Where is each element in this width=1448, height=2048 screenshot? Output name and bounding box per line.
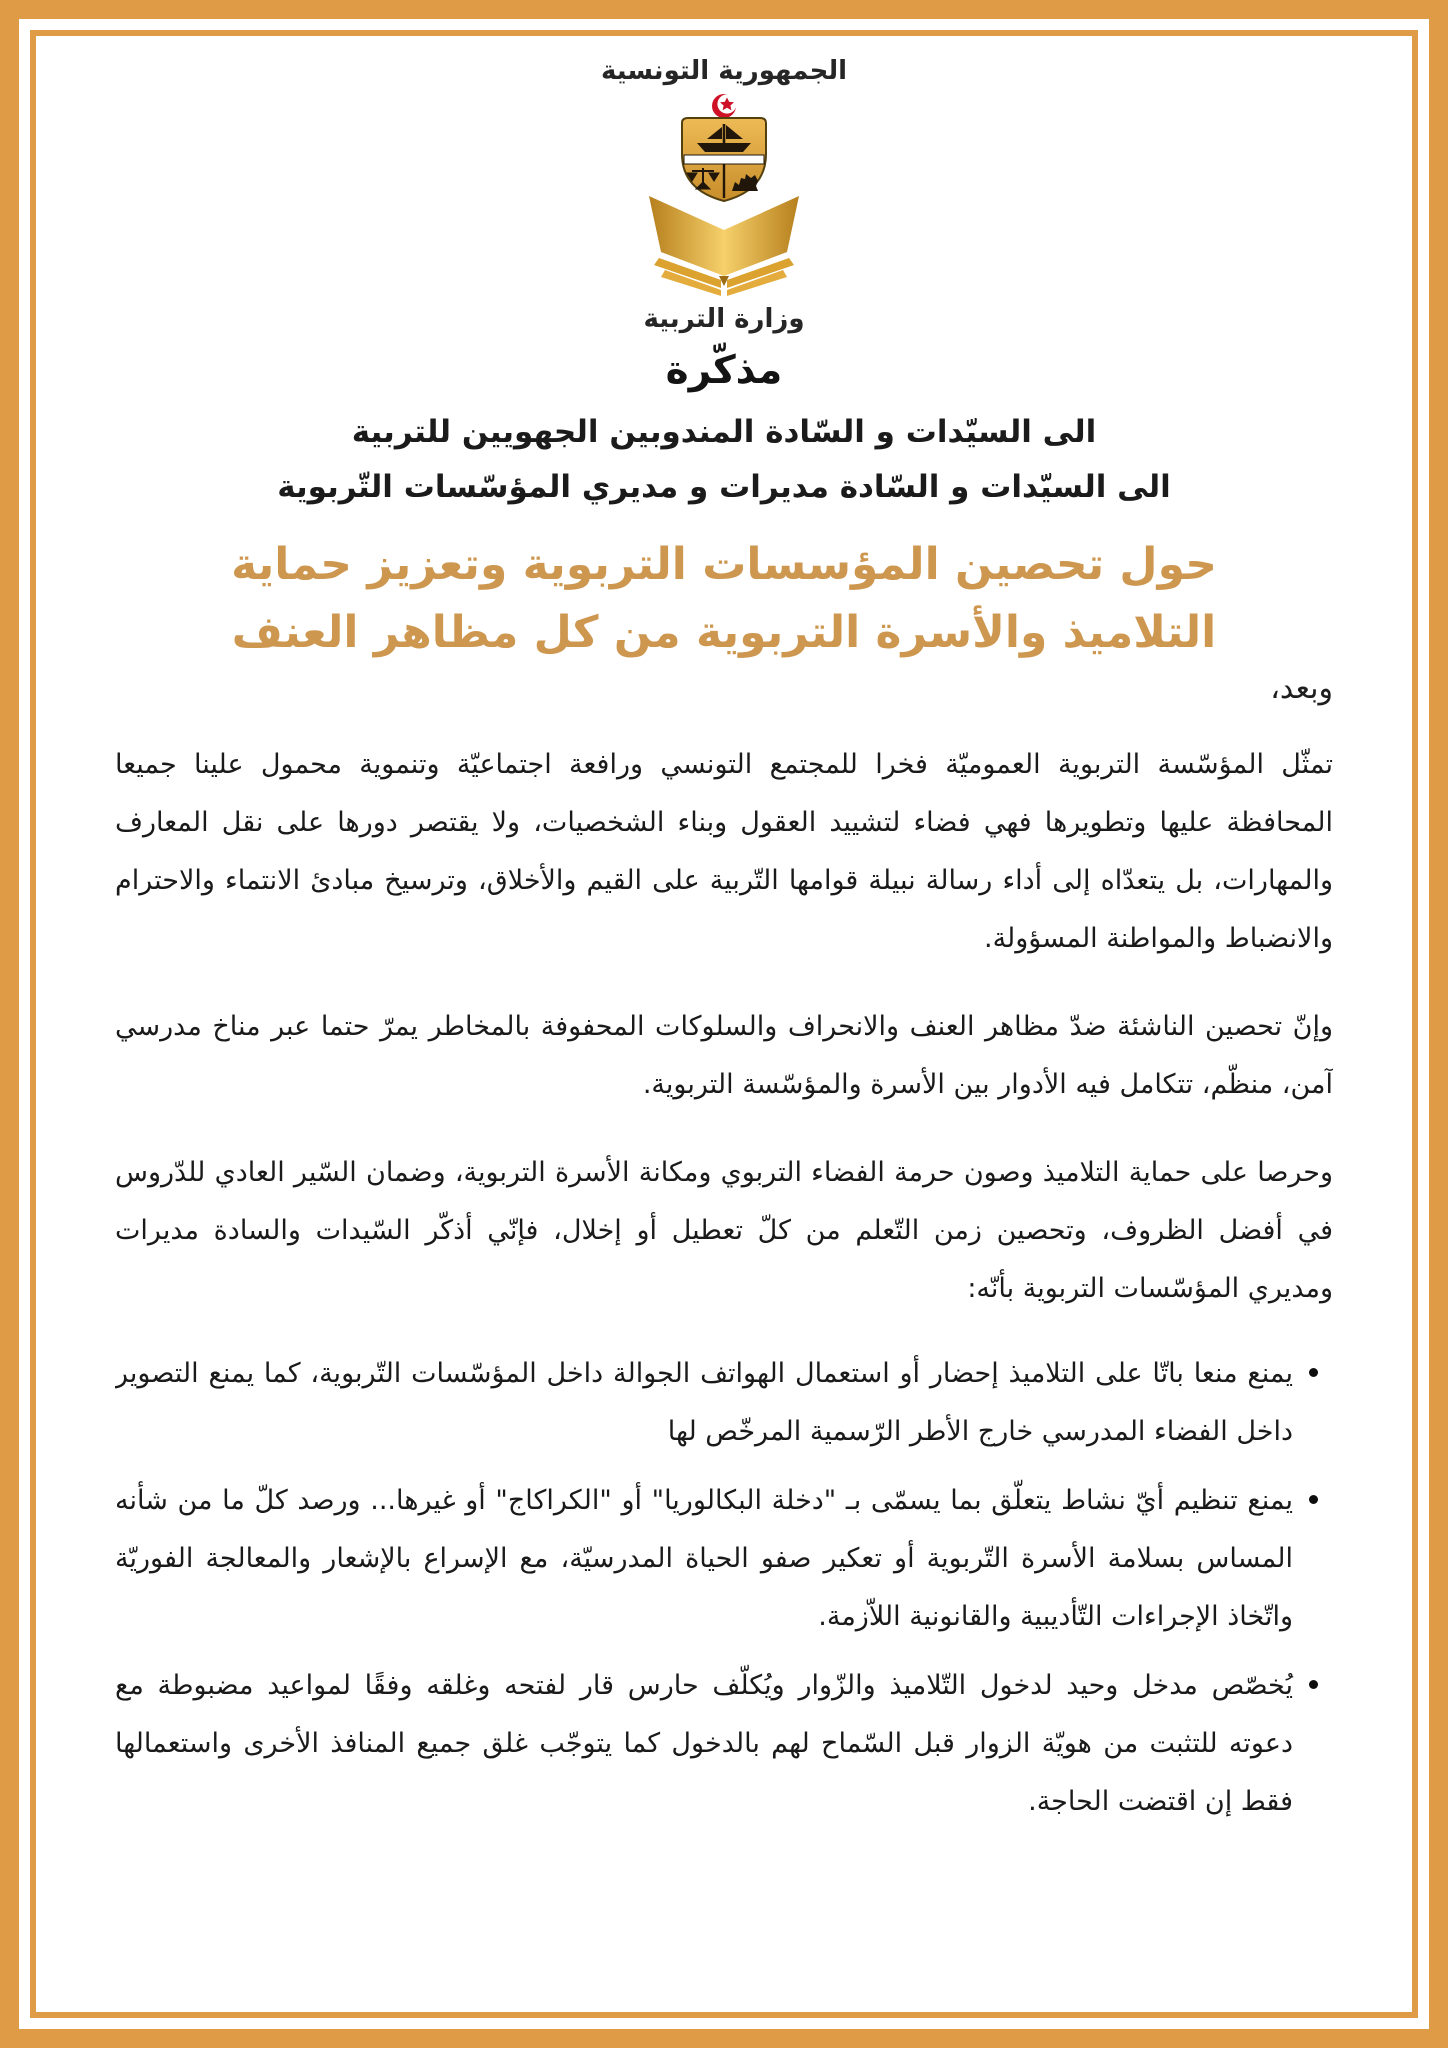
republic-calligraphy: الجمهورية التونسية xyxy=(600,56,848,86)
addressee-block xyxy=(115,405,1333,515)
subject-title xyxy=(115,531,1333,667)
salutation: وبعد، xyxy=(1270,671,1333,706)
tunisia-emblem-icon xyxy=(599,90,849,302)
addressee-line-1: الى السيّدات و السّادة المندوبين الجهويين للتربية xyxy=(351,414,1097,450)
crescent-star-icon xyxy=(712,94,737,118)
coat-of-arms-shield-icon xyxy=(682,118,766,201)
letterhead xyxy=(115,56,1333,334)
memo-content xyxy=(115,36,1333,2008)
directive-item-activities: • يمنع تنظيم أيّ نشاط يتعلّق بما يسمّى بـ "دخلة البكالوريا" أو "الكراكاج" أو غيرها... ورصد كلّ ما من شأنه المساس بسلامة الأسرة التّربوية أو تعكير صفو الحياة المدرسيّة، مع الإسراع بالإشعار والمعالجة الفوريّة واتّخاذ الإجراءات التّأديبية والقانونية اللاّزمة. xyxy=(115,1471,1293,1646)
addressee-line-2: الى السيّدات و السّادة مديرات و مديري المؤسّسات التّربوية xyxy=(277,469,1171,505)
ministry-calligraphy: وزارة التربية xyxy=(643,304,805,334)
subject-line-1: حول تحصين المؤسسات التربوية وتعزيز حماية xyxy=(231,539,1217,590)
directives-list xyxy=(115,1344,1333,1831)
directive-item-entrance: • يُخصّص مدخل وحيد لدخول التّلاميذ والزّوار ويُكلّف حارس قار لفتحه وغلقه وفقًا لمواعيد مضبوطة مع دعوته للتثبت من هويّة الزوار قبل السّماح لهم بالدخول كما يتوجّب غلق جميع المنافذ الأخرى واستعمالها فقط إن اقتضت الحاجة. xyxy=(115,1656,1293,1831)
directive-item-phones: • يمنع منعا باتّا على التلاميذ إحضار أو استعمال الهواتف الجوالة داخل المؤسّسات التّربوية، كما يمنع التصوير داخل الفضاء المدرسي خارج الأطر الرّسمية المرخّص لها xyxy=(115,1344,1293,1461)
body-paragraph-1: تمثّل المؤسّسة التربوية العموميّة فخرا للمجتمع التونسي ورافعة اجتماعيّة وتنموية محمول علينا جميعا المحافظة عليها وتطويرها فهي فضاء لتشييد العقول وبناء الشخصيات، ولا يقتصر دورها على نقل المعارف والمهارات، بل يتعدّاه إلى أداء رسالة نبيلة قوامها التّربية على القيم والأخلاق، وترسيخ مبادئ الانتماء والاحترام والانضباط والمواطنة المسؤولة. xyxy=(115,749,1333,954)
body-paragraph-2: وإنّ تحصين الناشئة ضدّ مظاهر العنف والانحراف والسلوكات المحفوفة بالمخاطر يمرّ حتما عبر مناخ مدرسي آمن، منظّم، تتكامل فيه الأدوار بين الأسرة والمؤسّسة التربوية. xyxy=(115,1011,1333,1100)
body-paragraph-3: وحرصا على حماية التلاميذ وصون حرمة الفضاء التربوي ومكانة الأسرة التربوية، وضمان السّير العادي للدّروس في أفضل الظروف، وتحصين زمن التّعلم من كلّ تعطيل أو إخلال، فإنّي أذكّر السّيدات والسادة مديرات ومديري المؤسّسات التربوية بأنّه: xyxy=(115,1157,1333,1304)
subject-line-2: التلاميذ والأسرة التربوية من كل مظاهر العنف xyxy=(231,607,1217,658)
document-type-title: مذكّرة xyxy=(665,348,783,393)
open-book-icon xyxy=(649,196,799,296)
